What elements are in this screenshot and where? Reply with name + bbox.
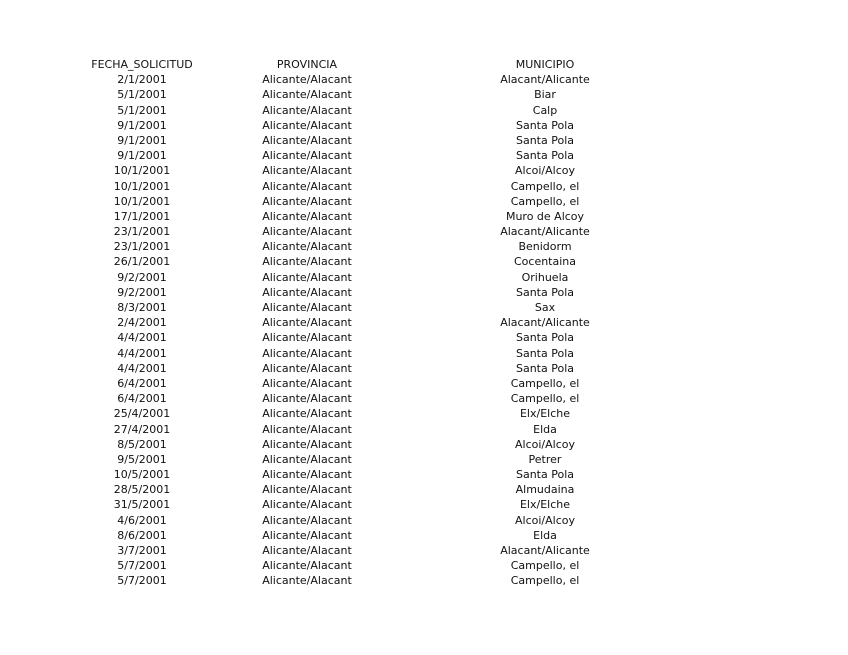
cell-municipio: Elda (533, 422, 557, 436)
cell-fecha: 9/2/2001 (117, 285, 167, 299)
data-table (0, 57, 848, 589)
table-row (0, 497, 848, 512)
cell-provincia: Alicante/Alacant (262, 407, 352, 421)
cell-municipio: Campello, el (510, 376, 580, 390)
cell-municipio: Santa Pola (515, 118, 574, 132)
cell-municipio: Benidorm (518, 240, 572, 254)
cell-fecha: 10/5/2001 (113, 468, 171, 482)
cell-municipio: Orihuela (521, 270, 569, 284)
cell-provincia: Alicante/Alacant (262, 574, 352, 588)
cell-municipio: Elx/Elche (519, 407, 570, 421)
cell-fecha: 17/1/2001 (113, 209, 171, 223)
cell-municipio: Biar (534, 88, 556, 102)
table-row (0, 270, 848, 285)
table-row (0, 239, 848, 254)
table-row (0, 254, 848, 269)
cell-fecha: 3/7/2001 (117, 544, 167, 557)
table-row (0, 148, 848, 163)
cell-fecha: 10/1/2001 (113, 194, 171, 208)
cell-municipio: Calp (532, 103, 558, 117)
cell-provincia: Alicante/Alacant (262, 255, 352, 269)
table-row (0, 330, 848, 345)
cell-provincia: Alicante/Alacant (262, 73, 352, 87)
table-row (0, 300, 848, 315)
cell-provincia: Alicante/Alacant (262, 103, 352, 117)
cell-provincia: Alicante/Alacant (262, 133, 352, 147)
cell-municipio: Santa Pola (515, 331, 574, 345)
cell-municipio: Almudaina (515, 483, 575, 497)
table-row (0, 163, 848, 178)
cell-fecha: 5/7/2001 (117, 574, 167, 588)
cell-fecha: 8/3/2001 (117, 301, 167, 314)
cell-fecha: 25/4/2001 (113, 407, 171, 421)
cell-provincia: Alicante/Alacant (262, 240, 352, 254)
cell-municipio: Santa Pola (515, 361, 574, 375)
header-provincia: PROVINCIA (276, 58, 338, 71)
table-body (0, 72, 848, 588)
cell-provincia: Alicante/Alacant (262, 209, 352, 223)
table-row (0, 558, 848, 573)
cell-provincia: Alicante/Alacant (262, 118, 352, 132)
cell-fecha: 31/5/2001 (113, 498, 171, 512)
cell-municipio: Sax (534, 301, 556, 314)
table-row (0, 452, 848, 467)
cell-fecha: 26/1/2001 (113, 255, 171, 269)
cell-fecha: 9/2/2001 (117, 270, 167, 284)
table-row (0, 406, 848, 421)
cell-municipio: Santa Pola (515, 468, 574, 482)
cell-municipio: Alacant/Alicante (500, 73, 590, 87)
cell-fecha: 6/4/2001 (117, 376, 167, 390)
table-row (0, 376, 848, 391)
cell-fecha: 9/5/2001 (117, 452, 167, 466)
cell-fecha: 28/5/2001 (113, 483, 171, 497)
cell-provincia: Alicante/Alacant (262, 361, 352, 375)
table-row (0, 315, 848, 330)
cell-municipio: Petrer (528, 452, 562, 466)
table-row (0, 573, 848, 588)
cell-provincia: Alicante/Alacant (262, 437, 352, 451)
cell-fecha: 8/5/2001 (117, 437, 167, 451)
cell-provincia: Alicante/Alacant (262, 316, 352, 330)
cell-fecha: 2/4/2001 (117, 316, 167, 330)
cell-provincia: Alicante/Alacant (262, 149, 352, 163)
cell-fecha: 6/4/2001 (117, 392, 167, 406)
cell-fecha: 4/4/2001 (117, 331, 167, 345)
cell-provincia: Alicante/Alacant (262, 301, 352, 314)
cell-fecha: 9/1/2001 (117, 133, 167, 147)
table-row (0, 482, 848, 497)
table-row (0, 346, 848, 361)
header-fecha-solicitud: FECHA_SOLICITUD (91, 58, 193, 71)
table-row (0, 391, 848, 406)
cell-provincia: Alicante/Alacant (262, 270, 352, 284)
table-row (0, 87, 848, 102)
table-row (0, 467, 848, 482)
cell-provincia: Alicante/Alacant (262, 422, 352, 436)
cell-provincia: Alicante/Alacant (262, 164, 352, 178)
cell-municipio: Campello, el (510, 194, 580, 208)
cell-municipio: Alcoi/Alcoy (515, 164, 575, 178)
cell-municipio: Campello, el (510, 574, 580, 588)
cell-provincia: Alicante/Alacant (262, 559, 352, 573)
cell-fecha: 9/1/2001 (117, 118, 167, 132)
cell-fecha: 2/1/2001 (117, 73, 167, 87)
cell-municipio: Campello, el (510, 559, 580, 573)
cell-provincia: Alicante/Alacant (262, 194, 352, 208)
table-row (0, 179, 848, 194)
cell-fecha: 4/6/2001 (117, 513, 167, 527)
table-row (0, 422, 848, 437)
table-row (0, 194, 848, 209)
cell-fecha: 10/1/2001 (113, 164, 171, 178)
cell-provincia: Alicante/Alacant (262, 225, 352, 239)
cell-fecha: 23/1/2001 (113, 225, 171, 239)
cell-fecha: 23/1/2001 (113, 240, 171, 254)
cell-fecha: 5/1/2001 (117, 88, 167, 102)
header-municipio: MUNICIPIO (515, 58, 575, 71)
cell-provincia: Alicante/Alacant (262, 468, 352, 482)
cell-fecha: 5/1/2001 (117, 103, 167, 117)
cell-fecha: 9/1/2001 (117, 149, 167, 163)
table-row (0, 285, 848, 300)
cell-provincia: Alicante/Alacant (262, 498, 352, 512)
table-row (0, 72, 848, 87)
cell-provincia: Alicante/Alacant (262, 331, 352, 345)
table-row (0, 437, 848, 452)
cell-provincia: Alicante/Alacant (262, 452, 352, 466)
cell-provincia: Alicante/Alacant (262, 513, 352, 527)
cell-provincia: Alicante/Alacant (262, 285, 352, 299)
table-row (0, 528, 848, 543)
cell-municipio: Campello, el (510, 392, 580, 406)
cell-fecha: 10/1/2001 (113, 179, 171, 193)
cell-fecha: 4/4/2001 (117, 361, 167, 375)
cell-fecha: 4/4/2001 (117, 346, 167, 360)
table-row (0, 209, 848, 224)
cell-municipio: Alacant/Alicante (500, 544, 590, 557)
cell-provincia: Alicante/Alacant (262, 179, 352, 193)
cell-fecha: 27/4/2001 (113, 422, 171, 436)
table-row (0, 224, 848, 239)
cell-municipio: Elx/Elche (519, 498, 570, 512)
cell-municipio: Cocentaina (513, 255, 577, 269)
cell-municipio: Santa Pola (515, 285, 574, 299)
cell-fecha: 5/7/2001 (117, 559, 167, 573)
cell-municipio: Elda (533, 528, 557, 542)
cell-municipio: Alacant/Alicante (500, 316, 590, 330)
table-row (0, 543, 848, 558)
cell-municipio: Campello, el (510, 179, 580, 193)
table-row (0, 118, 848, 133)
cell-provincia: Alicante/Alacant (262, 376, 352, 390)
cell-municipio: Santa Pola (515, 149, 574, 163)
cell-provincia: Alicante/Alacant (262, 483, 352, 497)
cell-provincia: Alicante/Alacant (262, 346, 352, 360)
table-header-row (0, 57, 848, 72)
table-row (0, 133, 848, 148)
cell-provincia: Alicante/Alacant (262, 544, 352, 557)
cell-fecha: 8/6/2001 (117, 528, 167, 542)
cell-provincia: Alicante/Alacant (262, 88, 352, 102)
cell-provincia: Alicante/Alacant (262, 528, 352, 542)
cell-municipio: Santa Pola (515, 346, 574, 360)
cell-municipio: Alcoi/Alcoy (515, 437, 575, 451)
table-row (0, 513, 848, 528)
cell-municipio: Alcoi/Alcoy (515, 513, 575, 527)
cell-municipio: Muro de Alcoy (505, 209, 585, 223)
table-row (0, 103, 848, 118)
cell-municipio: Alacant/Alicante (500, 225, 590, 239)
table-row (0, 361, 848, 376)
cell-provincia: Alicante/Alacant (262, 392, 352, 406)
cell-municipio: Santa Pola (515, 133, 574, 147)
